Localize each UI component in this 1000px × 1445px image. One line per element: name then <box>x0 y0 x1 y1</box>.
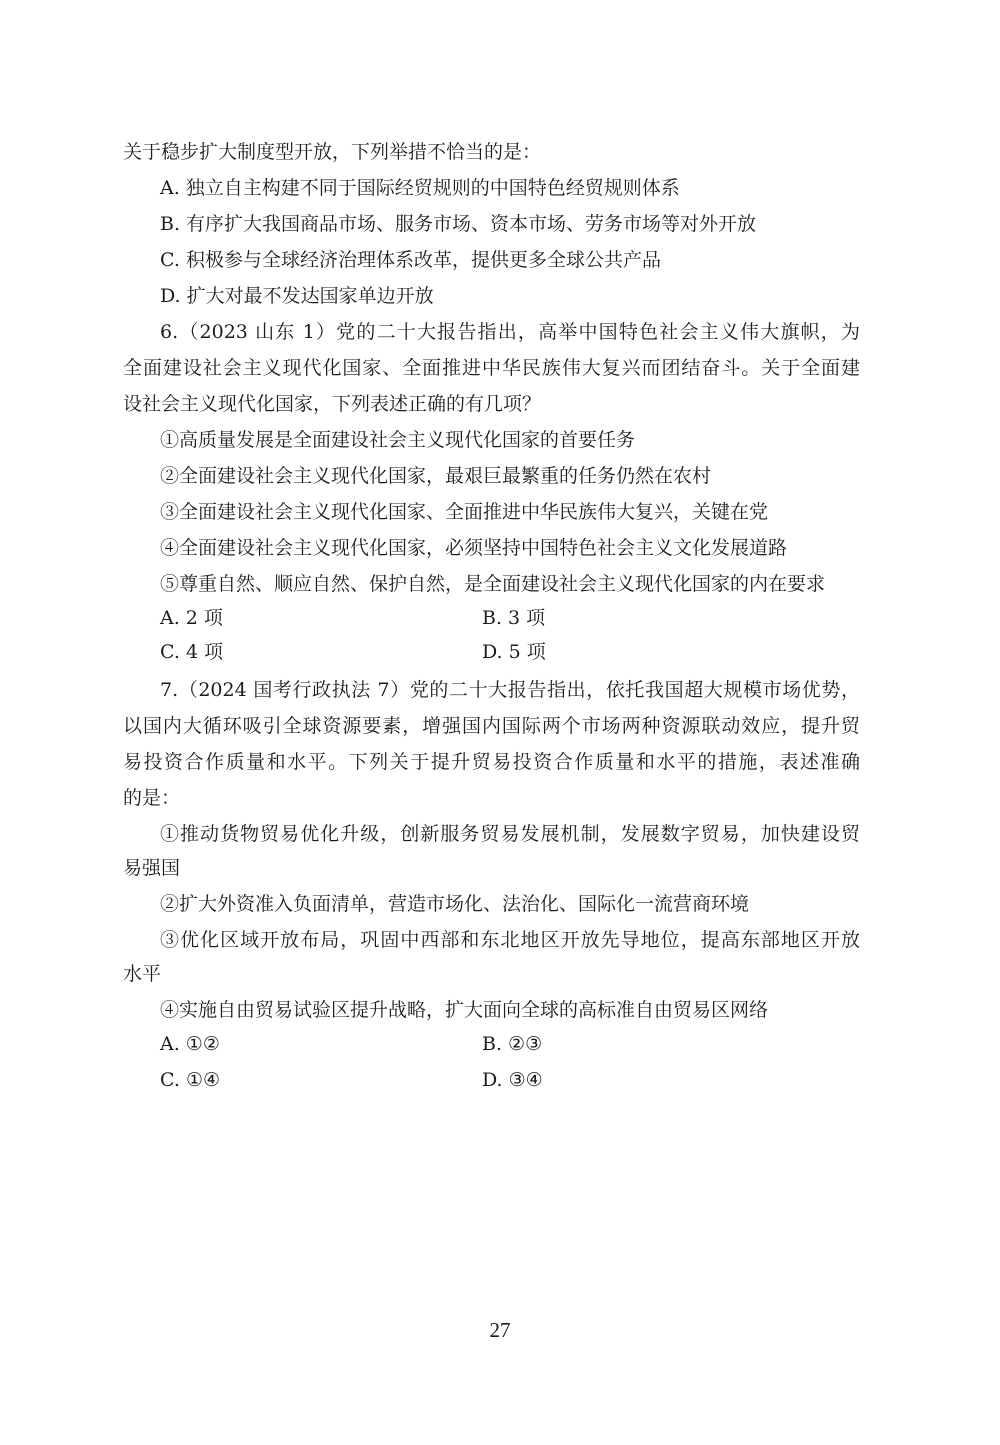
q7-statement-2: ②扩大外资准入负面清单，营造市场化、法治化、国际化一流营商环境 <box>160 893 750 915</box>
q7-statement-1-line-1: ①推动货物贸易优化升级，创新服务贸易发展机制，发展数字贸易，加快建设贸 <box>160 823 860 845</box>
q6-statement-5: ⑤尊重自然、顺应自然、保护自然，是全面建设社会主义现代化国家的内在要求 <box>160 573 826 595</box>
q7-stem-line-1: 7.（2024 国考行政执法 7）党的二十大报告指出，依托我国超大规模市场优势， <box>160 679 860 701</box>
q6-option-d: D. 5 项 <box>482 641 546 663</box>
q6-option-a: A. 2 项 <box>160 607 223 629</box>
q7-stem-line-4: 的是： <box>123 787 181 809</box>
q5-option-a: A. 独立自主构建不同于国际经贸规则的中国特色经贸规则体系 <box>160 177 680 199</box>
q7-option-a: A. ①② <box>160 1033 220 1055</box>
q5-option-c: C. 积极参与全球经济治理体系改革，提供更多全球公共产品 <box>160 249 661 271</box>
q7-option-d: D. ③④ <box>482 1069 543 1091</box>
q7-statement-1-line-2: 易强国 <box>123 857 181 879</box>
q6-statement-3: ③全面建设社会主义现代化国家、全面推进中华民族伟大复兴，关键在党 <box>160 501 769 523</box>
q7-statement-3-line-2: 水平 <box>123 963 162 985</box>
q6-option-c: C. 4 项 <box>160 641 224 663</box>
q5-option-b: B. 有序扩大我国商品市场、服务市场、资本市场、劳务市场等对外开放 <box>160 213 757 235</box>
q7-option-c: C. ①④ <box>160 1069 221 1091</box>
q6-statement-2: ②全面建设社会主义现代化国家，最艰巨最繁重的任务仍然在农村 <box>160 465 712 487</box>
q6-option-b: B. 3 项 <box>482 607 546 629</box>
q6-statement-1: ①高质量发展是全面建设社会主义现代化国家的首要任务 <box>160 429 636 451</box>
q7-stem-line-2: 以国内大循环吸引全球资源要素，增强国内国际两个市场两种资源联动效应，提升贸 <box>123 715 860 737</box>
q7-stem-line-3: 易投资合作质量和水平。下列关于提升贸易投资合作质量和水平的措施，表述准确 <box>123 751 860 773</box>
q6-stem-line-2: 全面建设社会主义现代化国家、全面推进中华民族伟大复兴而团结奋斗。关于全面建 <box>123 357 860 379</box>
q6-stem-line-1: 6.（2023 山东 1）党的二十大报告指出，高举中国特色社会主义伟大旗帜，为 <box>160 321 860 343</box>
q5-stem: 关于稳步扩大制度型开放，下列举措不恰当的是： <box>123 141 542 163</box>
q5-option-d: D. 扩大对最不发达国家单边开放 <box>160 285 434 307</box>
q7-option-b: B. ②③ <box>482 1033 543 1055</box>
q6-statement-4: ④全面建设社会主义现代化国家，必须坚持中国特色社会主义文化发展道路 <box>160 537 788 559</box>
q7-statement-3-line-1: ③优化区域开放布局，巩固中西部和东北地区开放先导地位，提高东部地区开放 <box>160 929 860 951</box>
q7-statement-4: ④实施自由贸易试验区提升战略，扩大面向全球的高标准自由贸易区网络 <box>160 999 769 1021</box>
q6-stem-line-3: 设社会主义现代化国家，下列表述正确的有几项？ <box>123 393 542 415</box>
page-number: 27 <box>489 1318 511 1342</box>
